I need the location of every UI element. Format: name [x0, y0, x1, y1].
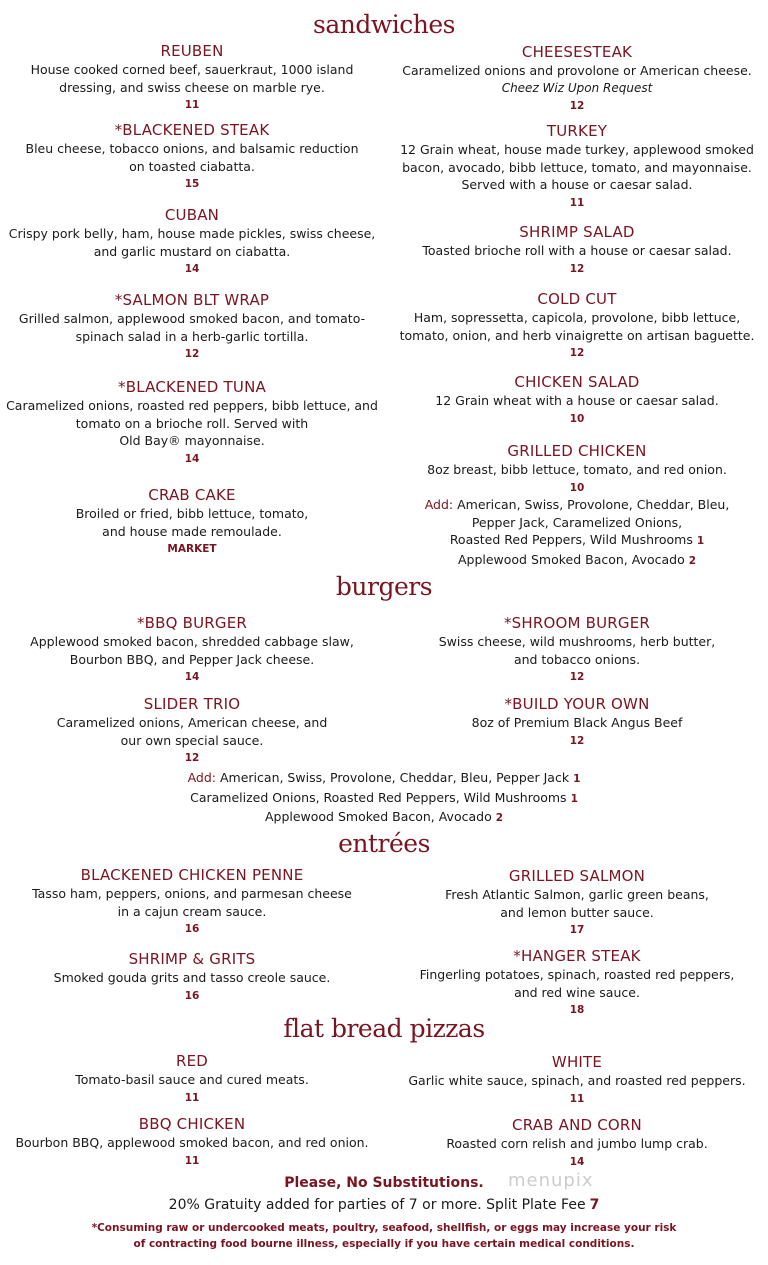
- item-name: REUBEN: [160, 42, 224, 60]
- addon-text: American, Swiss, Provolone, Cheddar, Bleu, Pepper Jack: [220, 770, 570, 785]
- item-description: and red wine sauce.: [514, 984, 640, 1000]
- item-description: Fresh Atlantic Salmon, garlic green beans,: [445, 887, 709, 902]
- item-name: GRILLED CHICKEN: [507, 442, 647, 460]
- addon-text: Pepper Jack, Caramelized Onions,: [471, 514, 683, 530]
- item-price: 12: [184, 752, 200, 764]
- item-name: *HANGER STEAK: [513, 947, 641, 965]
- item-description: Fingerling potatoes, spinach, roasted red peppers,: [419, 967, 735, 982]
- section-title-sandwiches: sandwiches: [313, 10, 455, 39]
- menu-item: [2, 290, 382, 363]
- item-description: Broiled or fried, bibb lettuce, tomato,: [75, 506, 309, 521]
- item-name: SLIDER TRIO: [143, 695, 241, 713]
- addon-price: 2: [495, 812, 504, 824]
- item-name: CRAB CAKE: [148, 486, 236, 504]
- menu-item: [387, 289, 767, 362]
- item-name: *BUILD YOUR OWN: [504, 695, 650, 713]
- menu-item: [2, 1051, 382, 1107]
- item-description: and garlic mustard on ciabatta.: [93, 243, 291, 259]
- item-name: GRILLED SALMON: [508, 867, 646, 885]
- item-name: SHRIMP SALAD: [519, 223, 635, 241]
- menu-item: [2, 865, 382, 938]
- item-description: 12 Grain wheat with a house or caesar salad.: [435, 393, 719, 408]
- item-description: bacon, avocado, bibb lettuce, tomato, and mayonnaise.: [402, 159, 752, 175]
- item-name: RED: [175, 1052, 209, 1070]
- addon-line: [387, 514, 767, 532]
- item-price: 11: [569, 1092, 585, 1105]
- menu-item: [387, 866, 767, 939]
- item-price: 10: [569, 481, 585, 494]
- item-description: Caramelized onions and provolone or American cheese.: [402, 63, 752, 78]
- menu-item: [2, 120, 382, 193]
- item-price: 14: [184, 452, 200, 465]
- item-price: 12: [569, 671, 585, 683]
- item-price: MARKET: [167, 543, 217, 555]
- item-name: SHRIMP & GRITS: [128, 950, 256, 968]
- menu-item: [387, 441, 767, 497]
- gratuity-note: [0, 1194, 768, 1216]
- item-name: TURKEY: [546, 122, 608, 140]
- footer: [0, 1172, 768, 1252]
- item-name: COLD CUT: [537, 290, 617, 308]
- menu-item: [387, 1115, 767, 1171]
- menu-item: [387, 121, 767, 212]
- addon-text: Applewood Smoked Bacon, Avocado: [264, 809, 492, 824]
- menu-item: [2, 377, 382, 468]
- menu-item: [387, 694, 767, 750]
- menu-item: [387, 222, 767, 278]
- item-price: 14: [569, 1155, 585, 1168]
- item-description: 8oz of Premium Black Angus Beef: [471, 715, 683, 730]
- item-description: dressing, and swiss cheese on marble rye.: [59, 79, 325, 95]
- item-description: Served with a house or caesar salad.: [461, 177, 693, 192]
- addon-text: Roasted Red Peppers, Wild Mushrooms: [449, 532, 693, 547]
- menu-item: [2, 41, 382, 114]
- item-description: Swiss cheese, wild mushrooms, herb butter,: [438, 634, 716, 649]
- sandwich-addons: [387, 496, 767, 570]
- item-price: 12: [569, 262, 585, 275]
- item-price: 12: [184, 348, 200, 360]
- item-price: 18: [569, 1004, 585, 1016]
- menu-item: [2, 949, 382, 1005]
- addon-line: [387, 551, 767, 571]
- item-name: BBQ CHICKEN: [138, 1115, 246, 1133]
- item-description: in a cajun cream sauce.: [117, 903, 267, 919]
- consumer-warning-line: of contracting food bourne illness, especially if you have certain medical conditions.: [133, 1238, 635, 1250]
- menu-item: [387, 372, 767, 428]
- item-price: 12: [569, 99, 585, 112]
- item-description: our own special sauce.: [120, 732, 264, 748]
- item-price: 14: [184, 263, 200, 275]
- item-description: Applewood smoked bacon, shredded cabbage slaw,: [30, 634, 354, 649]
- item-description: House cooked corned beef, sauerkraut, 1000 island: [30, 62, 354, 77]
- section-title-entrees: entrées: [338, 829, 430, 858]
- item-description: Crispy pork belly, ham, house made pickles, swiss cheese,: [8, 226, 376, 241]
- addon-price: 2: [688, 554, 697, 567]
- item-name: *SHROOM BURGER: [503, 614, 651, 632]
- addon-line: [0, 769, 768, 789]
- addon-label: Add:: [187, 770, 217, 785]
- item-price: 14: [184, 671, 200, 683]
- section-title-pizzas: flat bread pizzas: [283, 1014, 485, 1043]
- addon-line: [0, 789, 768, 809]
- item-name: *BBQ BURGER: [136, 614, 248, 632]
- item-description: Tasso ham, peppers, onions, and parmesan cheese: [32, 886, 352, 901]
- no-substitutions-note: Please, No Substitutions.: [284, 1175, 484, 1191]
- item-description: 12 Grain wheat, house made turkey, applewood smoked: [400, 142, 754, 157]
- addon-text: Caramelized Onions, Roasted Red Peppers, Wild Mushrooms: [190, 789, 567, 805]
- item-name: *BLACKENED STEAK: [114, 121, 270, 139]
- item-description: spinach salad in a herb-garlic tortilla.: [75, 328, 309, 344]
- item-description: 8oz breast, bibb lettuce, tomato, and red onion.: [427, 462, 727, 477]
- split-fee-price: 7: [589, 1197, 600, 1213]
- item-name: CRAB AND CORN: [512, 1116, 642, 1134]
- item-name: CHEESESTEAK: [521, 43, 633, 61]
- watermark: menupix: [508, 1170, 594, 1191]
- addon-text: Applewood Smoked Bacon, Avocado: [457, 551, 685, 567]
- item-name: CHICKEN SALAD: [514, 373, 640, 391]
- gratuity-text: 20% Gratuity added for parties of 7 or more. Split Plate Fee: [168, 1197, 586, 1213]
- menu-item: [2, 694, 382, 767]
- item-name: *SALMON BLT WRAP: [114, 291, 270, 309]
- item-description: Garlic white sauce, spinach, and roasted red peppers.: [408, 1073, 746, 1088]
- consumer-warning-line: *Consuming raw or undercooked meats, poultry, seafood, shellfish, or eggs may increase your risk: [91, 1222, 677, 1234]
- addon-text: American, Swiss, Provolone, Cheddar, Bleu,: [457, 497, 730, 512]
- item-description: Ham, sopressetta, capicola, provolone, bibb lettuce,: [413, 310, 741, 325]
- item-name: BLACKENED CHICKEN PENNE: [80, 866, 304, 884]
- item-price: 11: [569, 196, 585, 209]
- menu-item: [387, 946, 767, 1019]
- item-description: tomato, onion, and herb vinaigrette on artisan baguette.: [399, 327, 755, 343]
- item-price: 10: [569, 412, 585, 425]
- addon-line: [387, 531, 767, 551]
- addon-price: 1: [570, 792, 578, 805]
- addon-line: [0, 808, 768, 828]
- item-description: Bourbon BBQ, applewood smoked bacon, and red onion.: [15, 1135, 369, 1150]
- item-price: 11: [184, 99, 200, 111]
- item-price: 12: [569, 347, 585, 359]
- menu-item: [2, 1114, 382, 1170]
- item-description: Roasted corn relish and jumbo lump crab.: [446, 1136, 708, 1151]
- item-description: tomato on a brioche roll. Served with: [75, 415, 309, 431]
- item-description: Caramelized onions, roasted red peppers, bibb lettuce, and: [6, 398, 378, 413]
- item-note: Cheez Wiz Upon Request: [501, 80, 653, 95]
- item-description: and lemon butter sauce.: [500, 904, 654, 920]
- addon-line: [387, 496, 767, 514]
- item-description: Old Bay® mayonnaise.: [119, 433, 265, 448]
- item-price: 15: [184, 178, 200, 190]
- item-description: Bleu cheese, tobacco onions, and balsamic reduction: [25, 141, 359, 156]
- item-price: 11: [184, 1154, 200, 1167]
- item-name: CUBAN: [164, 206, 220, 224]
- item-price: 11: [184, 1091, 200, 1104]
- addon-label: Add:: [424, 497, 454, 512]
- menu-item: [2, 485, 382, 558]
- item-name: *BLACKENED TUNA: [118, 378, 266, 396]
- item-description: and tobacco onions.: [513, 651, 641, 667]
- item-description: Tomato-basil sauce and cured meats.: [75, 1072, 309, 1087]
- menu-item: [2, 205, 382, 278]
- item-description: Caramelized onions, American cheese, and: [56, 715, 328, 730]
- addon-price: 1: [573, 773, 581, 785]
- section-title-burgers: burgers: [335, 572, 433, 601]
- item-description: and house made remoulade.: [102, 523, 282, 539]
- menu-item: [387, 42, 767, 115]
- item-price: 16: [184, 989, 200, 1002]
- item-price: 12: [569, 734, 585, 747]
- item-description: Toasted brioche roll with a house or caesar salad.: [422, 243, 732, 258]
- menu-item: [387, 613, 767, 686]
- addon-price: 1: [696, 535, 705, 547]
- menu-item: [2, 613, 382, 686]
- burger-addons: [0, 769, 768, 828]
- item-description: on toasted ciabatta.: [129, 158, 255, 174]
- item-price: 17: [569, 924, 585, 936]
- item-description: Grilled salmon, applewood smoked bacon, and tomato-: [18, 311, 366, 326]
- item-description: Smoked gouda grits and tasso creole sauce.: [53, 970, 331, 985]
- menu-item: [387, 1052, 767, 1108]
- item-name: WHITE: [551, 1053, 603, 1071]
- item-price: 16: [184, 923, 200, 935]
- item-description: Bourbon BBQ, and Pepper Jack cheese.: [69, 651, 315, 667]
